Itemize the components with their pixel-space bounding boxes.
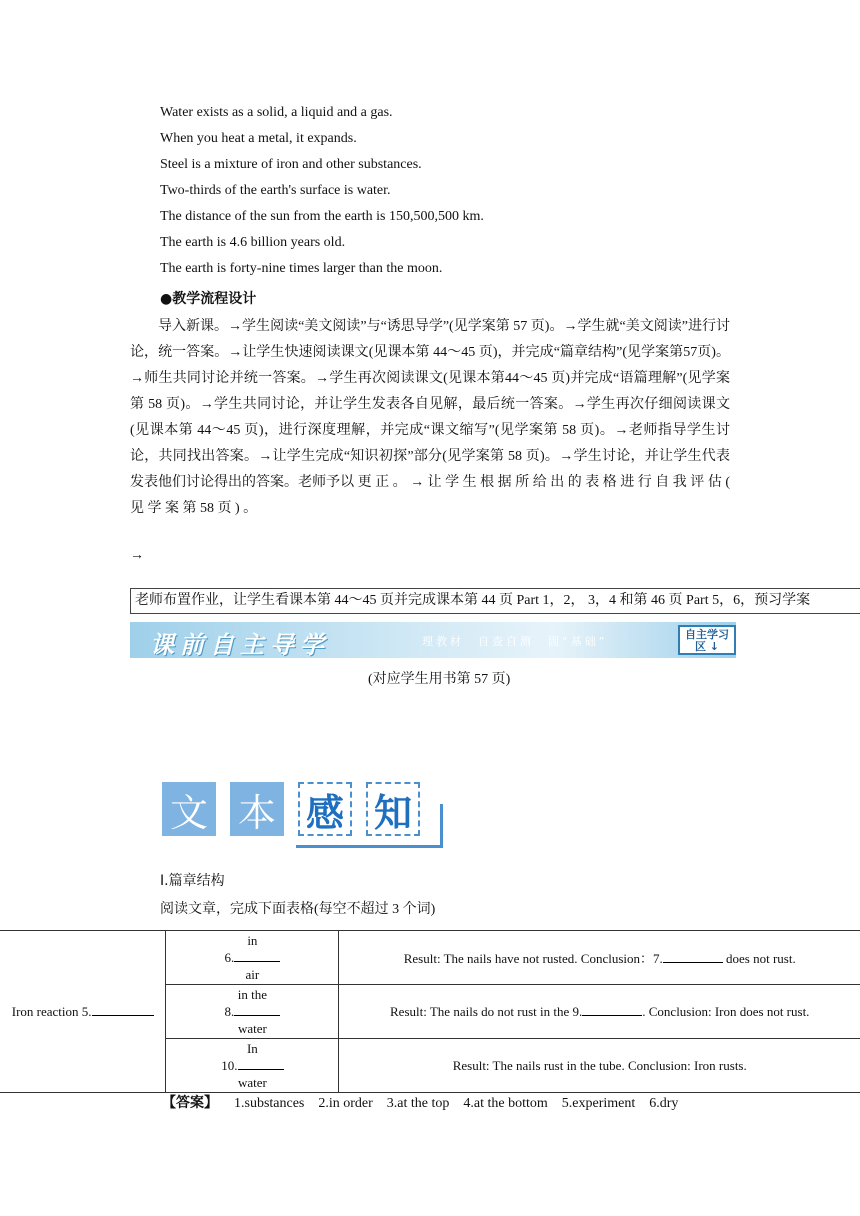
result-tail: . Conclusion: Iron does not rust. (642, 1004, 810, 1019)
condition-bottom: water (237, 1075, 267, 1090)
answer-blank[interactable] (234, 1003, 280, 1016)
fact-line: The earth is forty-nine times larger than the moon. (160, 261, 443, 276)
teaching-flow-heading: ●教学流程设计 (160, 291, 257, 307)
teaching-flow-arrow: → (130, 548, 144, 563)
table-cell-topic (0, 931, 166, 1093)
result-tail: does not rust. (726, 951, 796, 966)
table-cell-result (339, 985, 860, 1039)
table-cell-result (339, 931, 860, 985)
fact-line: The distance of the sun from the earth is 150,500,500 km. (160, 209, 484, 224)
answer-blank[interactable] (238, 1057, 284, 1070)
fact-line: Water exists as a solid, a liquid and a gas. (160, 105, 393, 120)
condition-bottom: water (237, 1021, 267, 1036)
text-perception-wordmark (162, 782, 447, 850)
topic-label: Iron reaction 5. (11, 1004, 92, 1019)
answer-blank[interactable] (582, 1003, 642, 1016)
fact-line: The earth is 4.6 billion years old. (160, 235, 346, 250)
page-reference: (对应学生用书第 57 页) (368, 672, 511, 687)
teaching-flow-paragraph: 导入新课。→学生阅读“美文阅读”与“诱思导学”(见学案第 57 页)。→学生就“美文阅读”进行讨论，统一答案。→让学生快速阅读课文(见课本第 44～45 页)，并完成“篇章结构”(见学案第57页)。→师生共同讨论并统一答案。→学生再次阅读课文(见课本第44～45 页)并完成“语篇理解”(见学案第 58 页)。→学生共同讨论，并让学生发表各自见解，最后统一答案。→学生再次仔细阅读课文(见课本第 44～45 页)，进行深度理解，并完成“课文缩写”(见学案第 58 页)。→老师指导学生讨论，共同找出答案。→让学生完成“知识初探”部分(见学案第 58 页)。→学生讨论，并让学生代表发表他们讨论得出的答案。老师予以 更 正 。 → 让 学 生 根 据 所 给 出 的 表 格 进 行 自 我 评 估 ( 见 学 案 第 58 页 ) 。 (130, 319, 730, 516)
wordmark-decoration (296, 845, 443, 848)
fact-line: Steel is a mixture of iron and other substances. (160, 157, 422, 172)
fact-line: When you heat a metal, it expands. (160, 131, 357, 146)
table-row (0, 931, 860, 985)
homework-box: 老师布置作业，让学生看课本第 44～45 页并完成课本第 44 页 Part 1，2， 3，4 和第 46 页 Part 5，6，预习学案 (130, 588, 860, 614)
result-text: Result: The nails rust in the tube. Conclusion: Iron rusts. (452, 1057, 747, 1073)
structure-table (0, 930, 860, 1093)
wordmark-char: 文 (162, 782, 216, 836)
section-title: Ⅰ.篇章结构 (160, 873, 225, 889)
answer-line (162, 1092, 678, 1112)
wordmark-char: 本 (230, 782, 284, 836)
table-cell-result (339, 1039, 860, 1093)
condition-bottom: air (245, 967, 260, 982)
section-banner (130, 622, 736, 658)
answer-items: 1.substances 2.in order 3.at the top 4.at the bottom 5.experiment 6.dry (234, 1096, 679, 1111)
answer-blank[interactable] (234, 949, 280, 962)
banner-subtitle: 理教材 自查自测 固“基础” (422, 635, 608, 648)
condition-top: in (247, 933, 258, 948)
table-cell-condition (166, 931, 339, 985)
answer-blank[interactable] (663, 950, 723, 963)
result-text: Result: The nails have not rusted. Conclusion：7. (403, 951, 663, 966)
blank-number: 6. (224, 950, 235, 965)
fact-line: Two-thirds of the earth's surface is water. (160, 183, 391, 198)
blank-number: 8. (224, 1004, 235, 1019)
condition-top: In (246, 1041, 258, 1056)
wordmark-char: 感 (298, 782, 352, 836)
blank-number: 10. (221, 1058, 238, 1073)
wordmark-char: 知 (366, 782, 420, 836)
result-text: Result: The nails do not rust in the 9. (390, 1004, 583, 1019)
table-cell-condition (166, 1039, 339, 1093)
answer-blank[interactable] (92, 1003, 154, 1016)
wordmark-decoration (434, 804, 443, 848)
instruction-text: 阅读文章，完成下面表格(每空不超过 3 个词) (160, 902, 436, 917)
table-cell-condition (166, 985, 339, 1039)
banner-title: 课前自主导学 (150, 631, 330, 659)
answer-label: 【答案】 (162, 1095, 218, 1111)
self-study-button[interactable]: 自主学习区 ↓ (678, 625, 736, 655)
condition-top: in the (237, 987, 267, 1002)
